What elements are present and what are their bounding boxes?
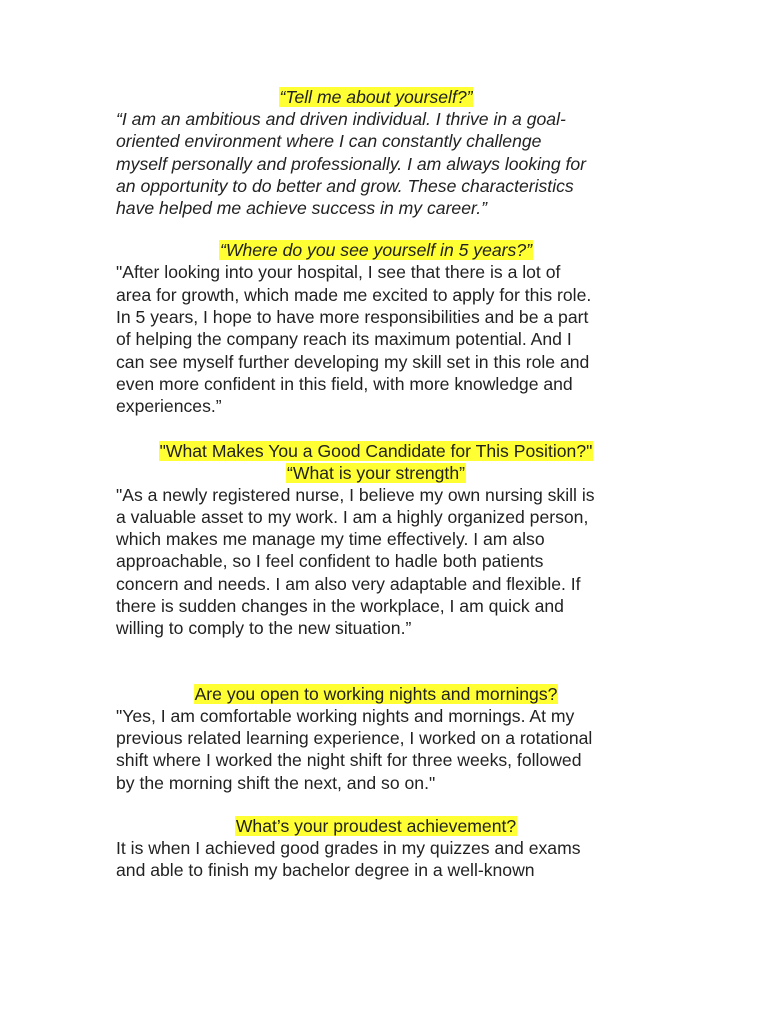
highlighted-question: “Where do you see yourself in 5 years?” [220,240,532,261]
subquestion-heading [116,462,636,484]
highlighted-question: What’s your proudest achievement? [235,815,517,836]
answer-line: of helping the company reach its maximum potential. And I [116,329,572,350]
question-heading [116,440,636,462]
answer-line: experiences.” [116,396,222,417]
answer-line: even more confident in this field, with more knowledge and [116,373,573,394]
answer-line: In 5 years, I hope to have more responsibilities and be a part [116,307,589,328]
section-nights-mornings [116,683,636,794]
answer-paragraph [116,484,636,640]
answer-line: concern and needs. I am also very adaptable and flexible. If [116,573,581,594]
answer-line: It is when I achieved good grades in my quizzes and exams [116,837,581,858]
highlighted-question: “Tell me about yourself?” [279,87,473,107]
section-tell-me-about-yourself [116,86,636,219]
answer-line: by the morning shift the next, and so on." [116,772,436,793]
section-proudest-achievement [116,815,636,882]
answer-line: "As a newly registered nurse, I believe my own nursing skill is [116,484,595,505]
answer-line: “I am an ambitious and driven individual. I thrive in a goal- [116,109,566,129]
answer-line: myself personally and professionally. I am always looking for [116,153,587,174]
answer-line: and able to finish my bachelor degree in a well-known [116,860,535,881]
question-heading [116,86,636,108]
answer-line: willing to comply to the new situation.” [116,618,412,639]
answer-line: which makes me manage my time effectively. I am also [116,529,545,550]
highlighted-question: Are you open to working nights and mornings? [194,683,558,704]
section-five-years [116,239,636,417]
question-heading [116,239,636,261]
answer-line: approachable, so I feel confident to hadle both patients [116,551,544,572]
answer-paragraph [116,261,636,417]
answer-line: there is sudden changes in the workplace, I am quick and [116,596,564,617]
answer-line: "Yes, I am comfortable working nights and mornings. At my [116,705,575,726]
section-good-candidate [116,440,636,640]
answer-paragraph [116,837,636,882]
answer-line: oriented environment where I can constantly challenge [116,131,542,152]
answer-line: have helped me achieve success in my career.” [116,198,487,219]
answer-line: "After looking into your hospital, I see that there is a lot of [116,262,561,283]
document-page [116,86,636,881]
answer-line: area for growth, which made me excited to apply for this role. [116,284,592,305]
question-heading [116,815,636,837]
answer-paragraph [116,705,636,794]
highlighted-question: "What Makes You a Good Candidate for This Position?" [159,440,593,461]
answer-line: shift where I worked the night shift for three weeks, followed [116,750,582,771]
answer-paragraph [116,108,636,219]
answer-line: a valuable asset to my work. I am a highly organized person, [116,506,589,527]
answer-line: previous related learning experience, I worked on a rotational [116,727,593,748]
answer-line: an opportunity to do better and grow. These characteristics [116,175,574,196]
highlighted-subquestion: “What is your strength” [287,462,465,483]
answer-line: can see myself further developing my skill set in this role and [116,351,590,372]
question-heading [116,683,636,705]
